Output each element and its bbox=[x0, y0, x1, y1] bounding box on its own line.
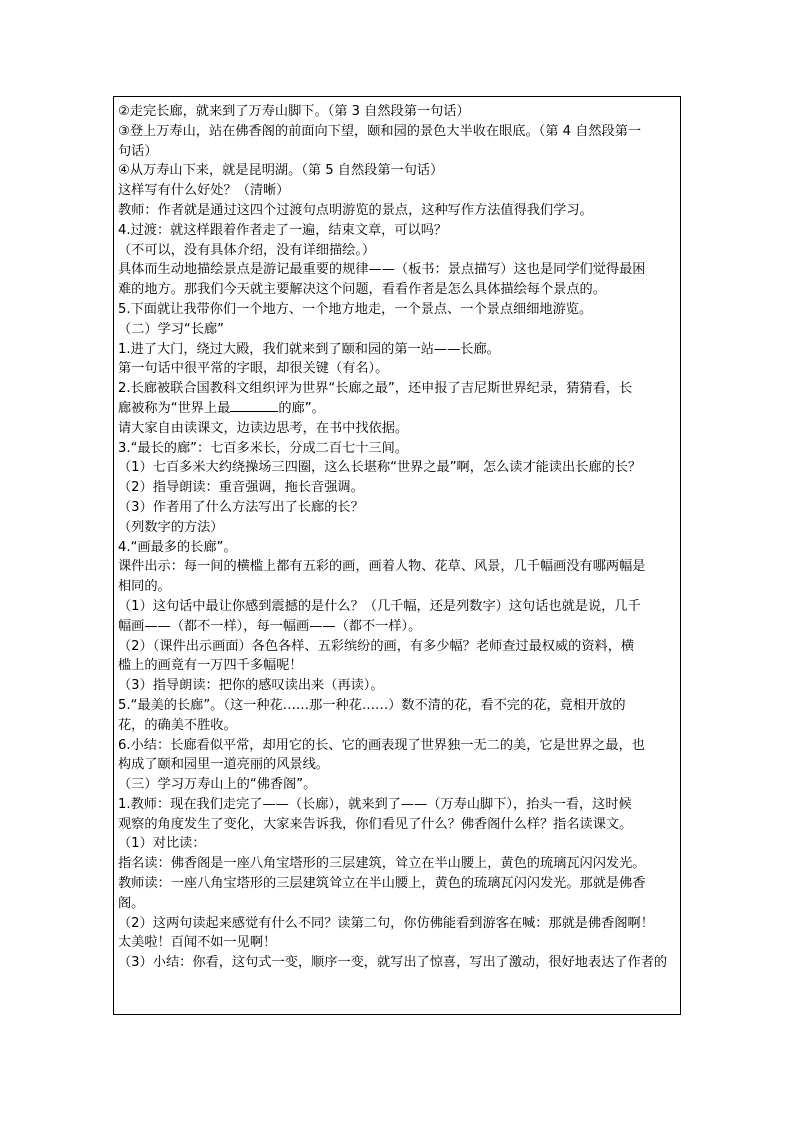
text-line: 阁。 bbox=[118, 895, 145, 911]
fill-in-blank bbox=[230, 399, 278, 412]
text-line: 2.长廊被联合国教科文组织评为世界“长廊之最”，还申报了吉尼斯世界纪录，猜猜看，长 bbox=[118, 381, 633, 397]
text-line: 请大家自由读课文，边读边思考，在书中找依据。 bbox=[118, 420, 409, 436]
text-line: （列数字的方法） bbox=[118, 519, 224, 535]
text-line: 幅画——（都不一样），每一幅画——（都不一样）。 bbox=[118, 618, 422, 634]
text-line: 槛上的画竟有一万四千多幅呢！ bbox=[118, 658, 303, 674]
text-line: （2）指导朗读：重音强调，拖长音强调。 bbox=[118, 480, 364, 496]
text-line: 这样写有什么好处？（清晰） bbox=[118, 183, 290, 199]
text-line: （二）学习“长廊” bbox=[118, 321, 224, 337]
text-line: 1.教师：现在我们走完了——（长廊），就来到了——（万寿山脚下），抬头一看，这时候 bbox=[118, 796, 632, 812]
text-line: 难的地方。那我们今天就主要解决这个问题，看看作者是怎么具体描绘每个景点的。 bbox=[118, 282, 606, 298]
text-line: （三）学习万寿山上的“佛香阁”。 bbox=[118, 777, 317, 793]
text-line: （3）指导朗读：把你的感叹读出来（再读）。 bbox=[118, 678, 384, 694]
text-line bbox=[118, 399, 676, 419]
text-line: 观察的角度发生了变化，大家来告诉我，你们看见了什么？佛香阁什么样？指名读课文。 bbox=[118, 816, 633, 832]
fill-blank-suffix: 的廊”。 bbox=[278, 400, 325, 416]
lesson-plan-table-cell bbox=[113, 96, 681, 1015]
text-line: （2）这两句读起来感觉有什么不同？读第二句，你仿佛能看到游客在喊：那就是佛香阁啊！ bbox=[118, 915, 654, 931]
text-line: （3）小结：你看，这句式一变，顺序一变，就写出了惊喜，写出了激动，很好地表达了作者的 bbox=[118, 955, 668, 971]
text-line: 6.小结：长廊看似平常，却用它的长、它的画表现了世界独一无二的美，它是世界之最，也 bbox=[118, 737, 645, 753]
text-line: 句话） bbox=[118, 143, 158, 159]
text-line: 太美啦！百闻不如一见啊！ bbox=[118, 935, 277, 951]
text-line: 具体而生动地描绘景点是游记最重要的规律——（板书：景点描写）这也是同学们觉得最困 bbox=[118, 262, 646, 278]
text-line: 教师：作者就是通过这四个过渡句点明游览的景点，这种写作方法值得我们学习。 bbox=[118, 202, 593, 218]
text-line: （不可以，没有具体介绍，没有详细描绘。） bbox=[118, 242, 376, 258]
text-line: 5.“最美的长廊”。（这一种花……那一种花……）数不清的花，看不完的花，竟相开放的 bbox=[118, 697, 626, 713]
text-line: 构成了颐和园里一道亮丽的风景线。 bbox=[118, 757, 329, 773]
text-line: 1.进了大门，绕过大殿，我们就来到了颐和园的第一站——长廊。 bbox=[118, 341, 500, 357]
text-line: 教师读：一座八角宝塔形的三层建筑耸立在半山腰上，黄色的琉璃瓦闪闪发光。那就是佛香 bbox=[118, 876, 646, 892]
text-line: ③登上万寿山，站在佛香阁的前面向下望，颐和园的景色大半收在眼底。（第 4 自然段第一 bbox=[118, 123, 642, 139]
fill-blank-prefix: 廊被称为“世界上最 bbox=[118, 400, 231, 416]
text-line: （2）（课件出示画面）各色各样、五彩缤纷的画，有多少幅？老师查过最权威的资料，横 bbox=[118, 638, 635, 654]
text-line: 课件出示：每一间的横槛上都有五彩的画，画着人物、花草、风景，几千幅画没有哪两幅是 bbox=[118, 559, 646, 575]
text-line: 5.下面就让我带你们一个地方、一个地方地走，一个景点、一个景点细细地游览。 bbox=[118, 301, 593, 317]
text-line: 第一句话中很平常的字眼，却很关键（有名）。 bbox=[118, 361, 389, 377]
text-line: ④从万寿山下来，就是昆明湖。（第 5 自然段第一句话） bbox=[118, 163, 444, 179]
text-line: （1）这句话中最让你感到震撼的是什么？（几千幅，还是列数字）这句话也就是说，几千 bbox=[118, 598, 641, 614]
text-line: 3.“最长的廊”：七百多米长，分成二百七十三间。 bbox=[118, 440, 408, 456]
text-line: （1）七百多米大约绕操场三四圈，这么长堪称“世界之最”啊，怎么读才能读出长廊的长？ bbox=[118, 460, 642, 476]
text-line: 花，的确美不胜收。 bbox=[118, 717, 237, 733]
text-line: 指名读：佛香阁是一座八角宝塔形的三层建筑，耸立在半山腰上，黄色的琉璃瓦闪闪发光。 bbox=[118, 856, 646, 872]
text-line: 相同的。 bbox=[118, 579, 171, 595]
text-line: （3）作者用了什么方法写出了长廊的长？ bbox=[118, 499, 364, 515]
text-line: ②走完长廊，就来到了万寿山脚下。（第 3 自然段第一句话） bbox=[118, 104, 470, 119]
text-line: （1）对比读： bbox=[118, 836, 206, 852]
text-line: 4.过渡：就这样跟着作者走了一遍，结束文章，可以吗？ bbox=[118, 222, 448, 238]
text-line: 4.“画最多的长廊”。 bbox=[118, 539, 237, 555]
